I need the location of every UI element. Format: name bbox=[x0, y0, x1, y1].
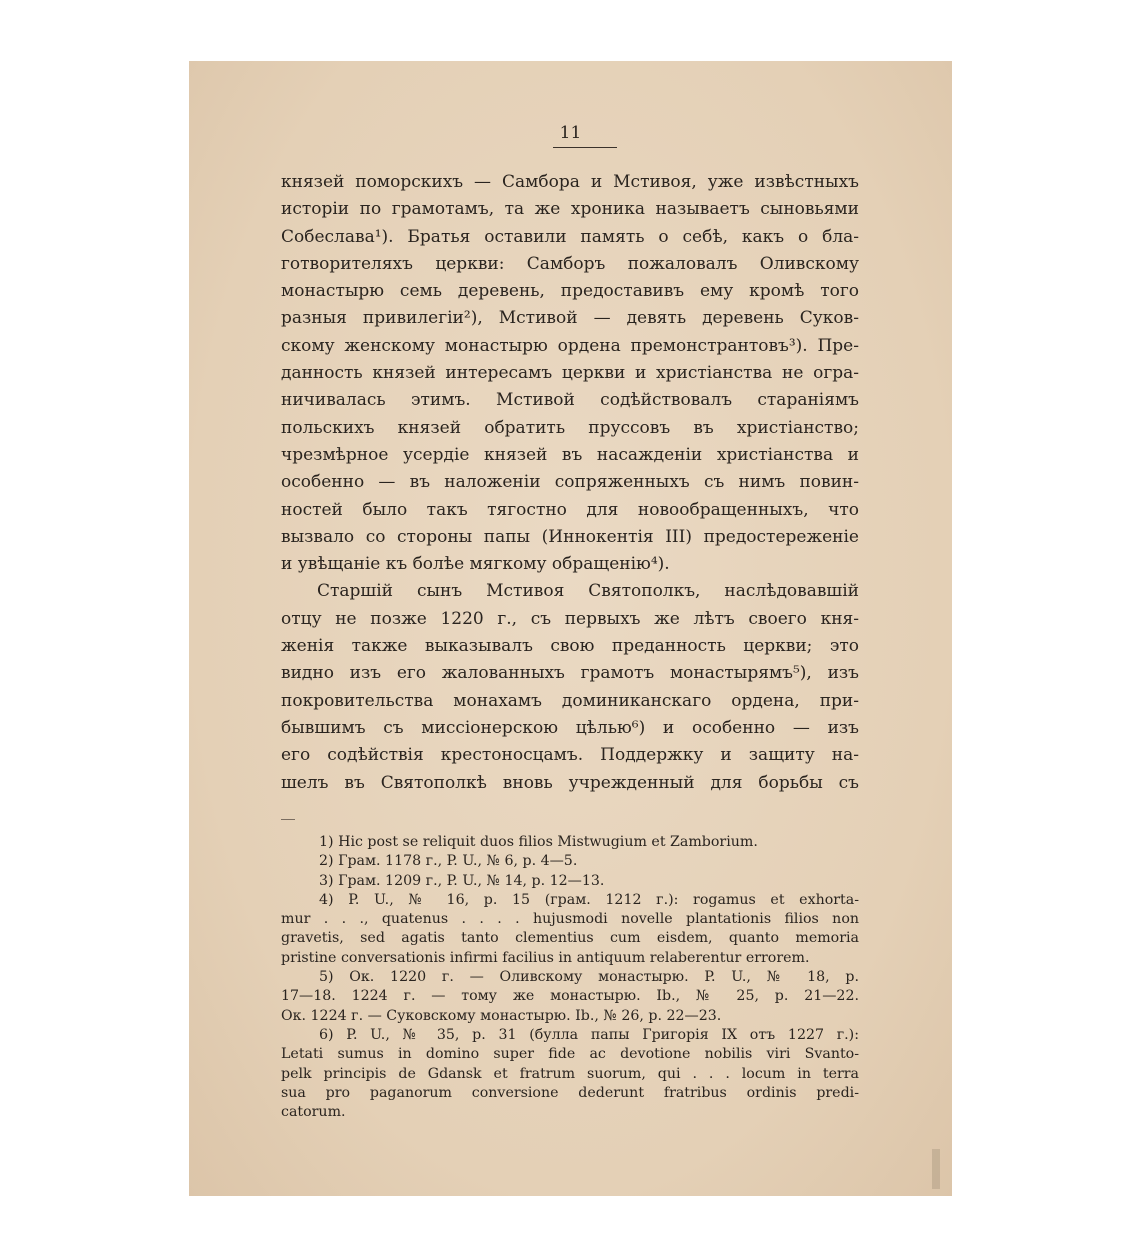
text-line: покровительства монахамъ доминиканскаго ордена, при- bbox=[281, 690, 859, 711]
text-line: Старшій сынъ Мстивоя Святополкъ, наслѣдовавшій bbox=[317, 581, 859, 602]
footnote-line: 3) Грам. 1209 г., P. U., № 14, p. 12—13. bbox=[319, 872, 605, 889]
text-line: его содѣйствія крестоносцамъ. Поддержку и защиту на- bbox=[281, 745, 859, 766]
footnote-line: pristine conversationis infirmi facilius in antiquum relaberentur errorem. bbox=[281, 949, 810, 966]
text-line: особенно — въ наложеніи сопряженныхъ съ нимъ повин- bbox=[281, 472, 859, 493]
text-line: чрезмѣрное усердіе князей въ насажденіи христіанства и bbox=[281, 444, 859, 465]
footnote-line: mur . . ., quatenus . . . . hujusmodi novelle plantationis filios non bbox=[281, 911, 859, 928]
text-line: ничивалась этимъ. Мстивой содѣйствовалъ стараніямъ bbox=[281, 390, 859, 411]
text-line: разныя привилегіи²), Мстивой — девять деревень Суков- bbox=[281, 308, 859, 329]
footnote-line: 5) Ок. 1220 г. — Оливскому монастырю. P. U., № 18, p. bbox=[319, 969, 859, 986]
footnote-separator bbox=[281, 819, 295, 820]
text-line: исторіи по грамотамъ, та же хроника называетъ сыновьями bbox=[281, 199, 859, 220]
footnote-line: 17—18. 1224 г. — тому же монастырю. Ib., № 25, p. 21—22. bbox=[281, 988, 859, 1005]
text-line: польскихъ князей обратить пруссовъ въ христіанство; bbox=[281, 417, 859, 438]
footnote-line: Letati sumus in domino super fide ac devotione nobilis viri Svanto- bbox=[281, 1046, 859, 1063]
text-line: монастырю семь деревень, предоставивъ ему кромѣ того bbox=[281, 281, 859, 302]
book-page bbox=[189, 61, 952, 1196]
footnote-line: Ок. 1224 г. — Суковскому монастырю. Ib., № 26, p. 22—23. bbox=[281, 1007, 722, 1024]
footnotes bbox=[281, 833, 859, 1122]
footnote-line: 4) P. U., № 16, p. 15 (грам. 1212 г.): rogamus et exhorta- bbox=[319, 891, 859, 908]
text-line: вызвало со стороны папы (Иннокентія III) предостереженіе bbox=[281, 526, 859, 547]
page-number-rule bbox=[553, 147, 617, 148]
text-line: готворителяхъ церкви: Самборъ пожаловалъ Оливскому bbox=[281, 253, 859, 274]
text-line: отцу не позже 1220 г., съ первыхъ же лѣтъ своего кня- bbox=[281, 608, 859, 629]
scan-edge-mark bbox=[932, 1149, 940, 1189]
text-line: женія также выказывалъ свою преданность церкви; это bbox=[281, 636, 859, 657]
footnote-line: sua pro paganorum conversione dederunt fratribus ordinis predi- bbox=[281, 1084, 859, 1101]
text-line: данность князей интересамъ церкви и христіанства не огра- bbox=[281, 363, 859, 384]
text-line: князей поморскихъ — Самбора и Мстивоя, уже извѣстныхъ bbox=[281, 172, 859, 192]
text-line: Собеслава¹). Братья оставили память о себѣ, какъ о бла- bbox=[281, 226, 859, 247]
text-line: бывшимъ съ миссіонерскою цѣлью⁶) и особенно — изъ bbox=[281, 717, 859, 738]
text-line: и увѣщаніе къ болѣе мягкому обращенію⁴). bbox=[281, 554, 670, 575]
text-line: скому женскому монастырю ордена премонстрантовъ³). Пре- bbox=[281, 335, 859, 356]
text-line: ностей было такъ тягостно для новообращенныхъ, что bbox=[281, 499, 859, 520]
footnote-line: 2) Грам. 1178 г., P. U., № 6, p. 4—5. bbox=[319, 853, 578, 870]
footnote-line: 1) Hic post se reliquit duos filios Mistwugium et Zamborium. bbox=[319, 834, 758, 850]
text-line: шелъ въ Святополкѣ вновь учрежденный для борьбы съ bbox=[281, 772, 859, 793]
footnote-line: 6) P. U., № 35, p. 31 (булла папы Григорія IX отъ 1227 г.): bbox=[319, 1026, 859, 1043]
footnote-line: catorum. bbox=[281, 1104, 346, 1121]
footnote-line: gravetis, sed agatis tanto clementius cum eisdem, quanto memoria bbox=[281, 930, 859, 947]
footnote-line: pelk principis de Gdansk et fratrum suorum, qui . . . locum in terra bbox=[281, 1065, 859, 1082]
main-text bbox=[281, 169, 859, 797]
text-line: видно изъ его жалованныхъ грамотъ монастырямъ⁵), изъ bbox=[281, 663, 859, 684]
page-number: 11 bbox=[559, 123, 582, 143]
